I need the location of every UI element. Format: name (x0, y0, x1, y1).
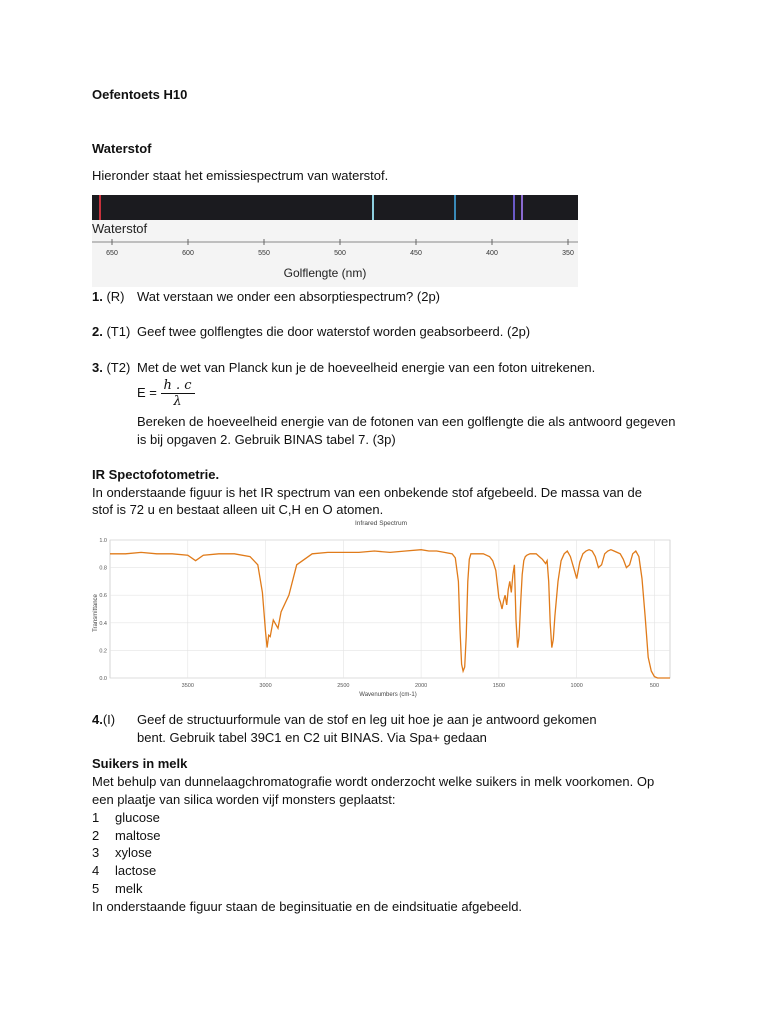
chart-y-tick-label: 0.6 (99, 593, 107, 600)
question-text: Met de wet van Planck kun je de hoeveelheid energie van een foton uitrekenen. (137, 360, 596, 375)
chart-x-tick-label: 500 (649, 683, 660, 689)
formula-numerator: h . c (161, 378, 195, 394)
page-title: Oefentoets H10 (92, 87, 188, 102)
spectrum-band (92, 195, 578, 220)
suikers-intro-line-1: Met behulp van dunnelaagchromatografie wordt onderzocht welke suikers in melk voorkomen. Op (92, 774, 655, 789)
question-4-line-2: bent. Gebruik tabel 39C1 en C2 uit BINAS. Via Spa+ gedaan (137, 730, 487, 745)
question-3-followup-line-2: is bij opgaven 2. Gebruik BINAS tabel 7. (3p) (137, 432, 396, 447)
spectrum-tick-label: 500 (334, 250, 346, 257)
ir-spectrum-svg (86, 516, 676, 702)
question-text: Wat verstaan we onder een absorptiespectrum? (2p) (137, 289, 441, 304)
suikers-closing: In onderstaande figuur staan de beginsituatie en de eindsituatie afgebeeld. (92, 899, 523, 914)
spectrum-tick-label: 350 (562, 250, 574, 257)
ir-spectrum-chart (86, 516, 676, 702)
question-text: Geef de structuurformule van de stof en leg uit hoe je aan je antwoord gekomen (137, 712, 597, 727)
question-number: 1. (R) (92, 289, 125, 304)
ir-intro-line-2: stof is 72 u en bestaat alleen uit C,H en O atomen. (92, 502, 384, 517)
spectrum-tick-label: 650 (106, 250, 118, 257)
hydrogen-spectrum-figure (92, 195, 578, 287)
spectrum-tick-label: 450 (410, 250, 422, 257)
section-heading-ir: IR Spectofotometrie. (92, 467, 220, 482)
ir-intro-line-1: In onderstaande figuur is het IR spectrum van een onbekende stof afgebeeld. De massa van de (92, 485, 642, 500)
question-number: 3. (T2) (92, 360, 131, 375)
question-number: 2. (T1) (92, 324, 131, 339)
formula-fraction (161, 378, 195, 409)
spectrum-label: Waterstof (92, 221, 148, 236)
chart-x-tick-label: 1000 (570, 683, 583, 689)
waterstof-intro: Hieronder staat het emissiespectrum van waterstof. (92, 168, 389, 183)
planck-formula (137, 378, 195, 409)
chart-y-axis-label: Transmittance (93, 594, 99, 632)
chart-y-tick-label: 0.4 (99, 620, 107, 627)
chart-y-tick-label: 1.0 (99, 538, 107, 544)
spectrum-tick-label: 400 (486, 250, 498, 257)
chart-y-tick-label: 0.0 (99, 676, 107, 682)
question-3-followup-line-1: Bereken de hoeveelheid energie van de fotonen van een golflengte die als antwoord gegeven (137, 414, 676, 429)
question-1 (92, 288, 692, 308)
chart-x-axis-label: Wavenumbers (cm-1) (359, 692, 417, 698)
suikers-intro-line-2: een plaatje van silica worden vijf monsters geplaatst: (92, 792, 396, 807)
question-number: 4.(I) (92, 712, 116, 727)
chart-x-tick-label: 3000 (259, 683, 272, 689)
chart-grid (110, 540, 670, 678)
chart-title: Infrared Spectrum (354, 520, 408, 527)
formula-denominator: λ (173, 394, 182, 409)
formula-lhs: E = (137, 384, 157, 400)
chart-x-tick-label: 2500 (337, 683, 350, 689)
question-3 (92, 359, 692, 379)
spectrum-axis-title: Golflengte (nm) (283, 266, 367, 280)
chart-y-tick-label: 0.2 (99, 648, 107, 655)
question-2 (92, 323, 692, 343)
chart-x-tick-label: 1500 (492, 683, 506, 689)
hydrogen-spectrum-svg (92, 195, 578, 287)
question-text: Geef twee golflengtes die door waterstof worden geabsorbeerd. (2p) (137, 324, 531, 339)
spectrum-tick-label: 600 (182, 250, 194, 257)
spectrum-tick-label: 550 (258, 250, 270, 257)
chart-x-tick-label: 3500 (181, 683, 194, 689)
chart-plot-area (110, 540, 670, 678)
question-4 (92, 711, 692, 731)
chart-x-tick-label: 2000 (414, 683, 428, 689)
section-heading-suikers: Suikers in melk (92, 756, 188, 771)
section-heading-waterstof: Waterstof (92, 141, 152, 156)
chart-y-tick-label: 0.8 (99, 565, 107, 572)
